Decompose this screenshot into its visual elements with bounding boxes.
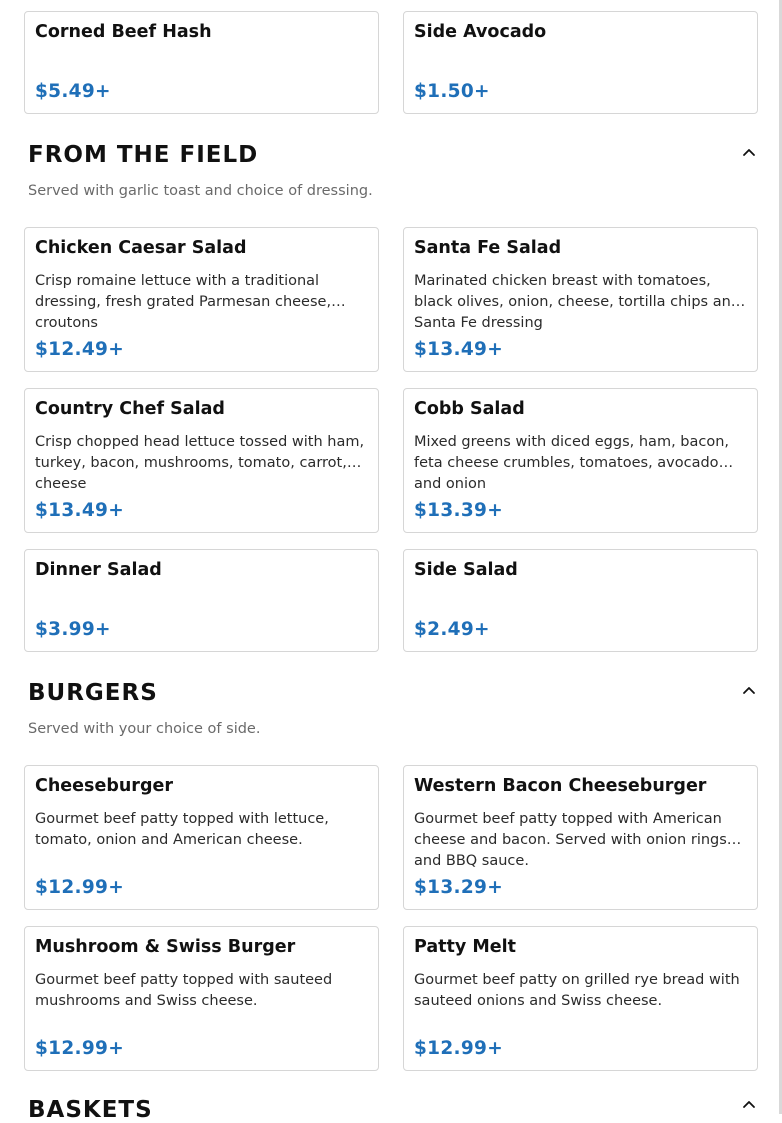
item-description: Marinated chicken breast with tomatoes, black olives, onion, cheese, tortilla chips and Santa Fe dressing bbox=[414, 273, 740, 331]
item-description: Mixed greens with diced eggs, ham, bacon, feta cheese crumbles, tomatoes, avocado and onion bbox=[414, 434, 730, 492]
section-subtitle: Served with your choice of side. bbox=[28, 721, 261, 737]
from-the-field-grid bbox=[24, 227, 758, 652]
menu-item-card[interactable] bbox=[24, 549, 379, 652]
item-name: Side Salad bbox=[414, 560, 518, 580]
item-price: $13.49+ bbox=[35, 500, 124, 521]
item-price: $2.49+ bbox=[414, 619, 490, 640]
menu-item-card[interactable] bbox=[24, 11, 379, 114]
section-title: FROM THE FIELD bbox=[28, 142, 259, 168]
item-price: $5.49+ bbox=[35, 81, 111, 102]
item-description: Crisp romaine lettuce with a traditional dressing, fresh grated Parmesan cheese, croutons bbox=[35, 273, 332, 331]
item-description: Crisp chopped head lettuce tossed with ham, turkey, bacon, mushrooms, tomato, carrot, cheese bbox=[35, 434, 365, 492]
section-subtitle: Served with garlic toast and choice of dressing. bbox=[28, 183, 373, 199]
item-name: Corned Beef Hash bbox=[35, 22, 212, 42]
menu-item-card[interactable] bbox=[24, 926, 379, 1071]
chevron-up-icon[interactable] bbox=[740, 682, 758, 700]
item-name: Country Chef Salad bbox=[35, 399, 225, 419]
section-title: BURGERS bbox=[28, 680, 158, 706]
section-header-baskets bbox=[28, 1097, 758, 1123]
section-header-burgers bbox=[28, 680, 758, 738]
menu-item-card[interactable] bbox=[403, 765, 758, 910]
item-price: $13.39+ bbox=[414, 500, 503, 521]
item-price: $12.99+ bbox=[35, 1038, 124, 1059]
item-name: Patty Melt bbox=[414, 937, 517, 957]
item-name: Santa Fe Salad bbox=[414, 238, 562, 258]
chevron-up-icon[interactable] bbox=[740, 144, 758, 162]
item-price: $12.49+ bbox=[35, 339, 124, 360]
item-name: Cheeseburger bbox=[35, 776, 173, 796]
item-description: Gourmet beef patty topped with lettuce, tomato, onion and American cheese. bbox=[35, 811, 329, 848]
burgers-grid bbox=[24, 765, 758, 1071]
item-description: Gourmet beef patty on grilled rye bread with sauteed onions and Swiss cheese. bbox=[414, 972, 740, 1009]
item-name: Mushroom & Swiss Burger bbox=[35, 937, 296, 957]
item-price: $12.99+ bbox=[35, 877, 124, 898]
item-price: $3.99+ bbox=[35, 619, 111, 640]
top-item-grid bbox=[24, 11, 758, 114]
menu-item-card[interactable] bbox=[403, 11, 758, 114]
menu-item-card[interactable] bbox=[403, 926, 758, 1071]
section-title: BASKETS bbox=[28, 1097, 153, 1123]
menu-item-card[interactable] bbox=[24, 227, 379, 372]
item-description: Gourmet beef patty topped with American cheese and bacon. Served with onion rings and BBQ sauce. bbox=[414, 811, 727, 869]
section-header-from-the-field bbox=[28, 142, 758, 200]
item-name: Western Bacon Cheeseburger bbox=[414, 776, 707, 796]
item-price: $13.29+ bbox=[414, 877, 503, 898]
item-name: Cobb Salad bbox=[414, 399, 525, 419]
item-price: $1.50+ bbox=[414, 81, 490, 102]
item-price: $12.99+ bbox=[414, 1038, 503, 1059]
menu-item-card[interactable] bbox=[403, 388, 758, 533]
menu-item-card[interactable] bbox=[403, 227, 758, 372]
item-description: Gourmet beef patty topped with sauteed mushrooms and Swiss cheese. bbox=[35, 972, 333, 1009]
item-price: $13.49+ bbox=[414, 339, 503, 360]
item-name: Chicken Caesar Salad bbox=[35, 238, 247, 258]
menu-item-card[interactable] bbox=[24, 765, 379, 910]
item-name: Dinner Salad bbox=[35, 560, 162, 580]
item-name: Side Avocado bbox=[414, 22, 547, 42]
menu-item-card[interactable] bbox=[24, 388, 379, 533]
menu-item-card[interactable] bbox=[403, 549, 758, 652]
chevron-up-icon[interactable] bbox=[740, 1096, 758, 1114]
